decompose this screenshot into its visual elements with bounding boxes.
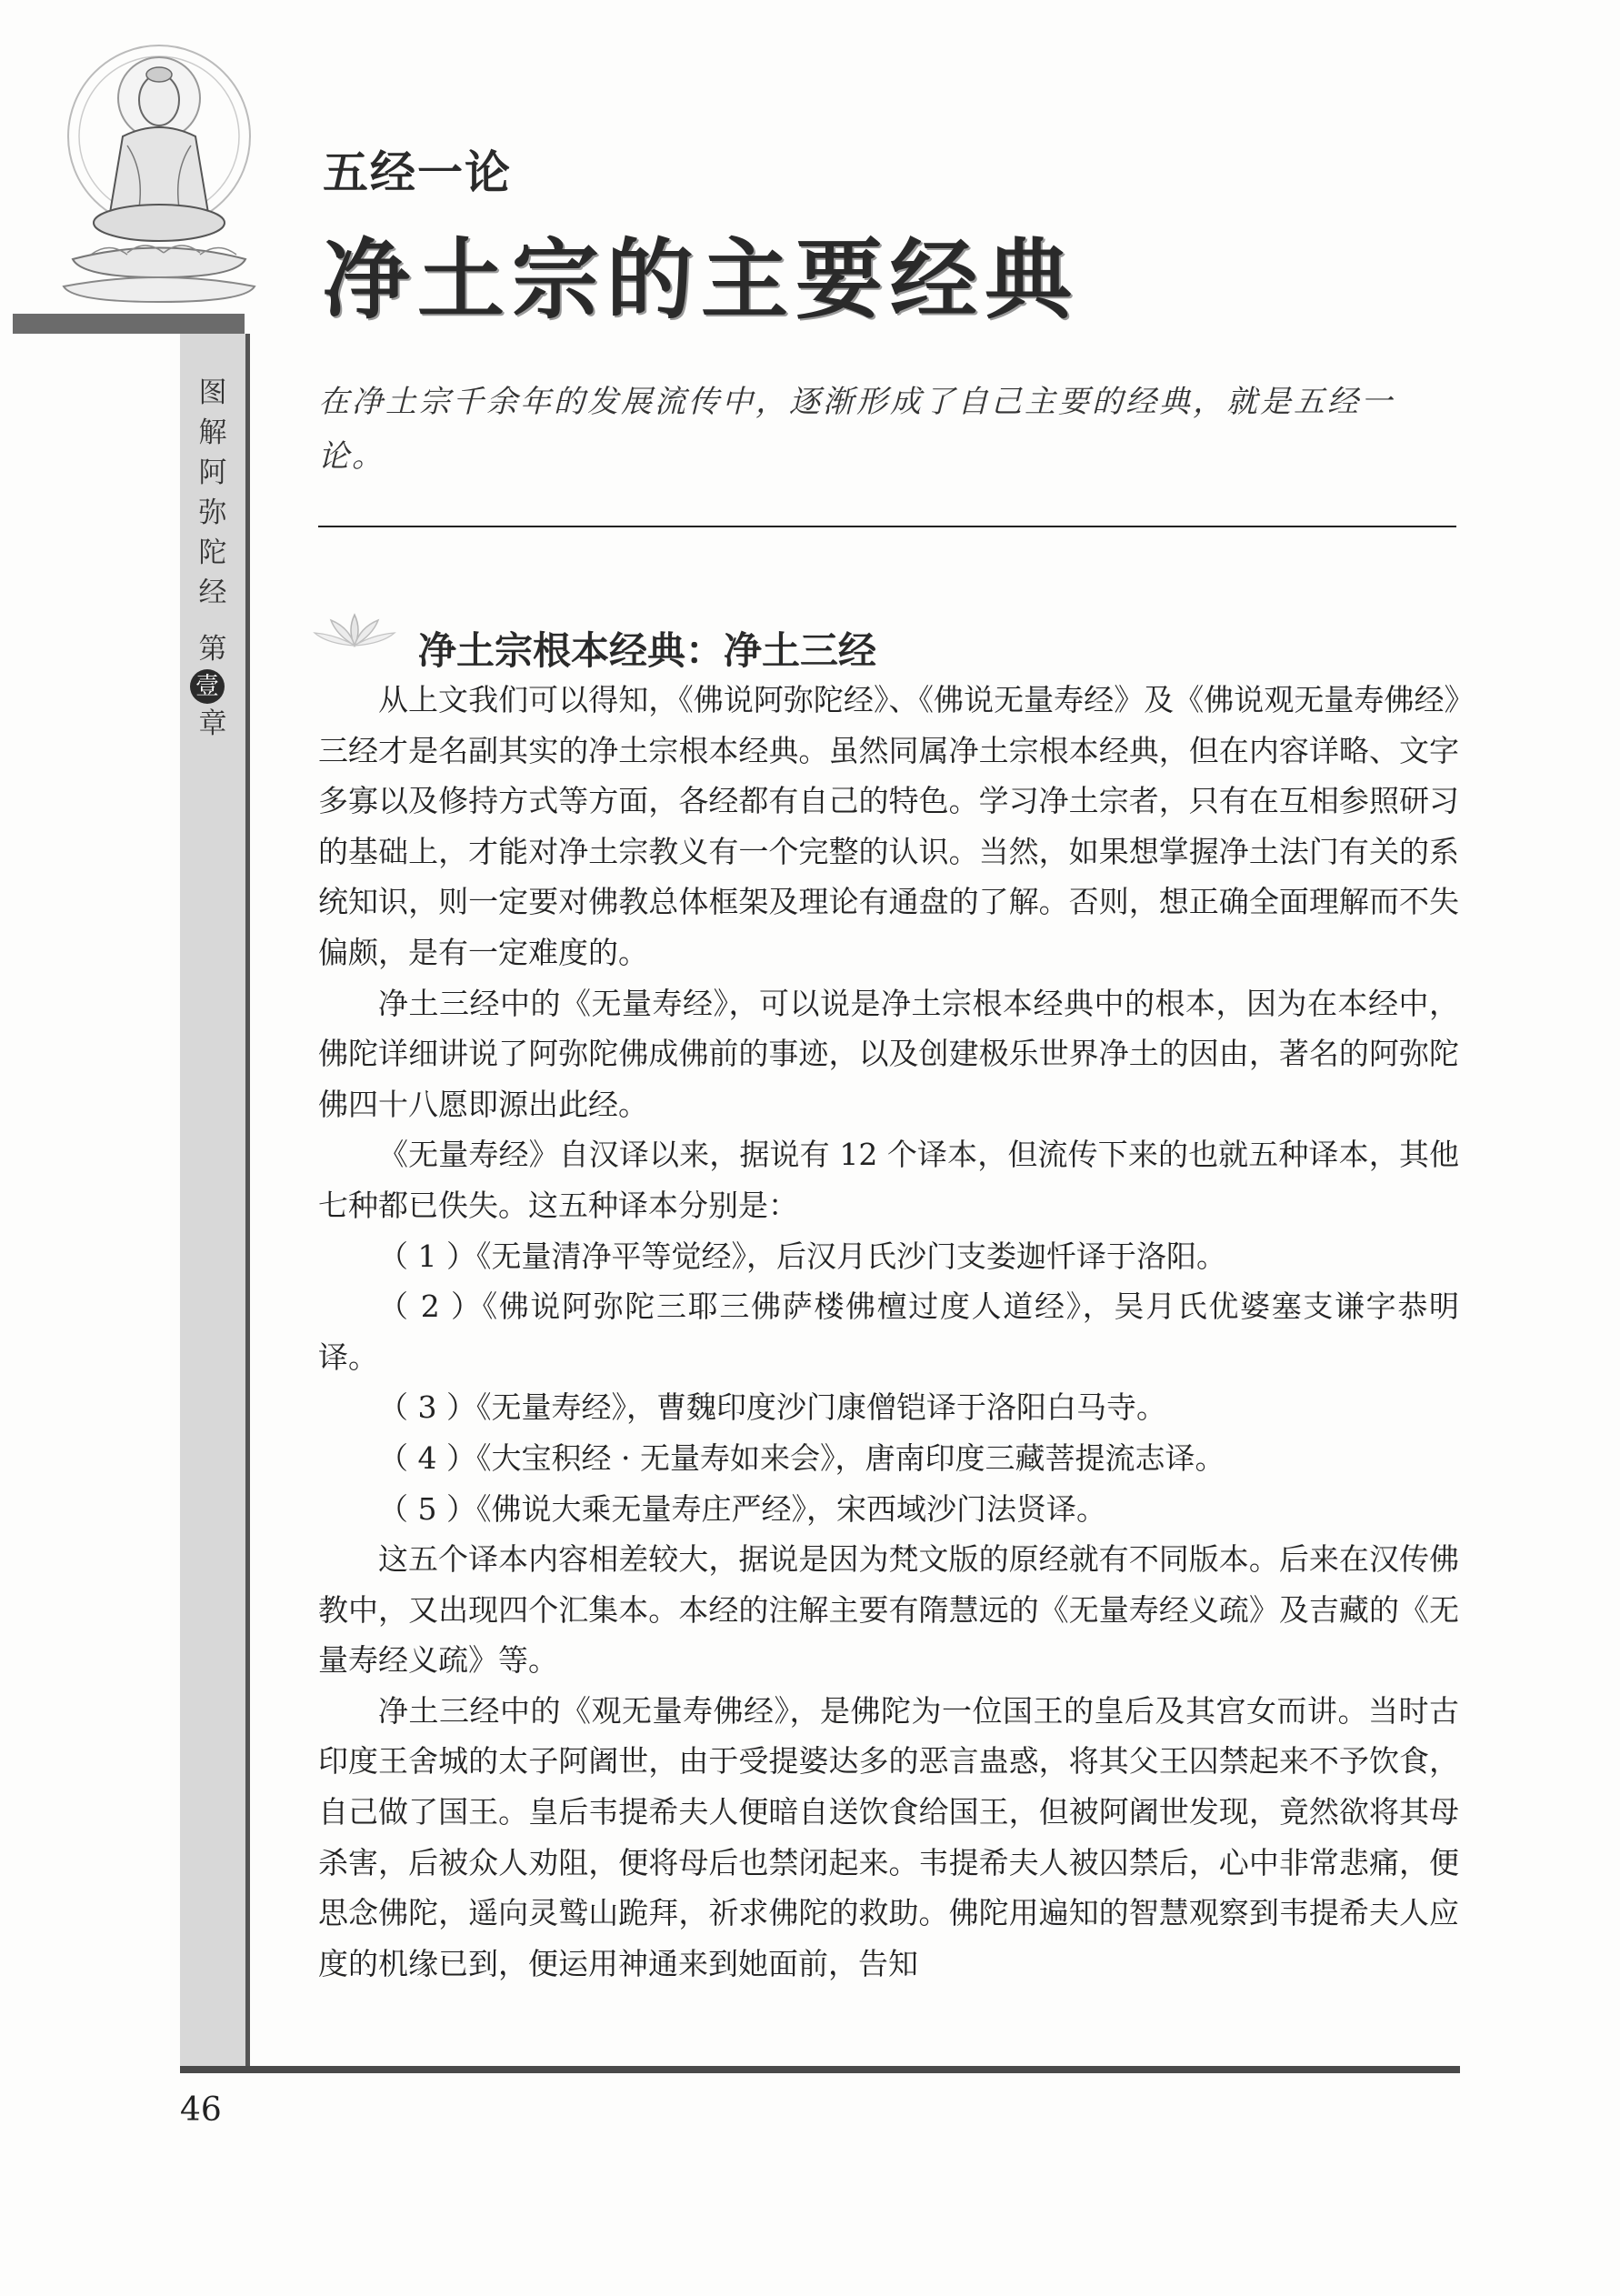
book-title-char: 解 [198,416,227,449]
chapter-prefix: 第 [198,633,227,666]
chapter-subtitle: 五经一论 [323,145,512,199]
intro-text: 在净土宗千余年的发展流传中，逐渐形成了自己主要的经典，就是五经一论。 [318,384,1395,475]
paragraph: 从上文我们可以得知，《佛说阿弥陀经》、《佛说无量寿经》及《佛说观无量寿佛经》三经才是名副其实的净土宗根本经典。虽然同属净土宗根本经典，但在内容详略、文字多寡以及修持方式等方面，各经都有自己的特色。学习净土宗者，只有在互相参照研习的基础上，才能对净土宗教义有一个完整的认识。当然，如果想掌握净土法门有关的系统知识，则一定要对佛教总体框架及理论有通盘的了解。否则，想正确全面理解而不失偏颇，是有一定难度的。 [318,682,1459,970]
footer-rule [180,2066,1460,2073]
buddha-illustration [36,36,282,309]
intro-divider [318,526,1456,527]
list-item: （ 4 ）《大宝积经 · 无量寿如来会》，唐南印度三藏菩提流志译。 [378,1439,1225,1476]
list-item: （ 1 ）《无量清净平等觉经》，后汉月氏沙门支娄迦忏译于洛阳。 [378,1238,1226,1274]
list-item: （ 2 ）《佛说阿弥陀三耶三佛萨楼佛檀过度人道经》，吴月氏优婆塞支谦字恭明译。 [318,1288,1459,1375]
header-bar [13,314,245,334]
book-title-char: 图 [198,376,227,409]
book-title-char: 经 [198,577,227,609]
chapter-number-badge: 壹 [190,669,225,704]
list-item: （ 3 ）《无量寿经》，曹魏印度沙门康僧铠译于洛阳白马寺。 [378,1389,1166,1426]
book-title-char: 陀 [198,536,227,569]
body-text [318,675,1459,1989]
page-title: 净土宗的主要经典 [323,228,1079,331]
list-item: （ 5 ）《佛说大乘无量寿庄严经》，宋西域沙门法贤译。 [378,1490,1106,1527]
sidebar-label [190,373,235,744]
section-heading: 净土宗根本经典：净土三经 [418,628,877,673]
chapter-suffix: 章 [198,707,227,740]
page-number: 46 [180,2091,222,2129]
book-title-char: 阿 [198,456,227,489]
lotus-icon [309,607,400,653]
book-title-char: 弥 [198,496,227,529]
paragraph: 这五个译本内容相差较大，据说是因为梵文版的原经就有不同版本。后来在汉传佛教中，又出现四个汇集本。本经的注解主要有隋慧远的《无量寿经义疏》及吉藏的《无量寿经义疏》等。 [318,1541,1459,1679]
paragraph: 净土三经中的《观无量寿佛经》，是佛陀为一位国王的皇后及其宫女而讲。当时古印度王舍城的太子阿阇世，由于受提婆达多的恶言蛊惑，将其父王囚禁起来不予饮食，自己做了国王。皇后韦提希夫人便暗自送饮食给国王，但被阿阇世发现，竟然欲将其母杀害，后被众人劝阻，便将母后也禁闭起来。韦提希夫人被囚禁后，心中非常悲痛，便思念佛陀，遥向灵鹫山跪拜，祈求佛陀的救助。佛陀用遍知的智慧观察到韦提希夫人应度的机缘已到，便运用神通来到她面前，告知 [318,1692,1459,1981]
paragraph: 《无量寿经》自汉译以来，据说有 12 个译本，但流传下来的也就五种译本，其他七种都已佚失。这五种译本分别是： [318,1137,1459,1223]
paragraph: 净土三经中的《无量寿经》，可以说是净土宗根本经典中的根本，因为在本经中，佛陀详细讲说了阿弥陀佛成佛前的事迹，以及创建极乐世界净土的因由，著名的阿弥陀佛四十八愿即源出此经。 [318,985,1459,1122]
